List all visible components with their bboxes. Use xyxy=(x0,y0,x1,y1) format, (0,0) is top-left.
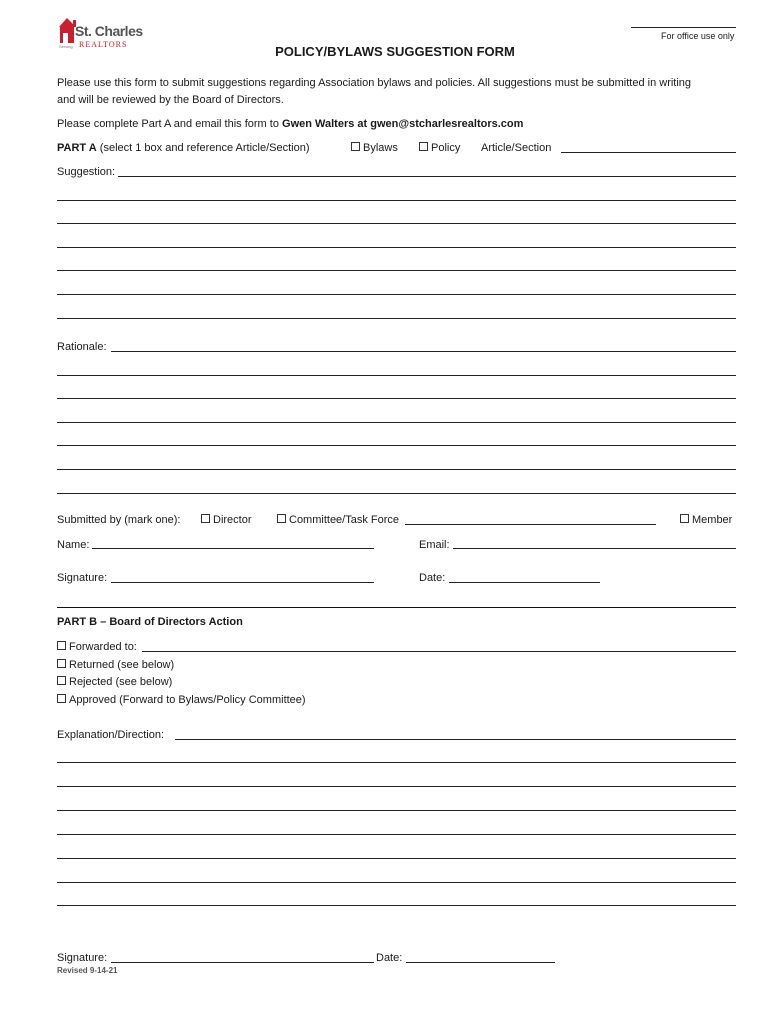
bylaws-checkbox-box[interactable] xyxy=(351,142,360,151)
explanation-field[interactable] xyxy=(175,739,736,740)
approved-checkbox-box[interactable] xyxy=(57,694,66,703)
suggestion-line[interactable] xyxy=(57,294,736,295)
submitted-by-label: Submitted by (mark one): xyxy=(57,514,181,526)
forwarded-checkbox[interactable] xyxy=(57,640,137,654)
explanation-line[interactable] xyxy=(57,834,736,835)
rationale-line[interactable] xyxy=(57,445,736,446)
returned-label: Returned (see below) xyxy=(69,659,175,671)
board-signature-field[interactable] xyxy=(111,962,374,963)
suggestion-label: Suggestion: xyxy=(57,166,116,178)
bylaws-label: Bylaws xyxy=(363,142,398,154)
suggestion-line[interactable] xyxy=(57,318,736,319)
date-label: Date: xyxy=(419,572,446,584)
revised-note: Revised 9-14-21 xyxy=(57,966,118,975)
name-label: Name: xyxy=(57,539,90,551)
suggestion-line[interactable] xyxy=(57,223,736,224)
rationale-label: Rationale: xyxy=(57,341,107,353)
suggestion-line[interactable] xyxy=(57,247,736,248)
policy-checkbox[interactable] xyxy=(419,141,460,155)
member-checkbox[interactable] xyxy=(680,513,732,527)
board-date-field[interactable] xyxy=(406,962,555,963)
committee-checkbox[interactable] xyxy=(277,513,399,527)
forwarded-checkbox-box[interactable] xyxy=(57,641,66,650)
bylaws-checkbox[interactable] xyxy=(351,141,398,155)
part-a-instruction: (select 1 box and reference Article/Section) xyxy=(96,142,310,154)
policy-checkbox-box[interactable] xyxy=(419,142,428,151)
office-use-label: For office use only xyxy=(661,31,735,41)
logo-text-main: St. Charles xyxy=(75,23,143,39)
logo-tagline: Serving xyxy=(59,44,73,49)
suggestion-field[interactable] xyxy=(118,176,736,177)
suggestion-line[interactable] xyxy=(57,270,736,271)
rationale-field[interactable] xyxy=(111,351,736,352)
signature-label: Signature: xyxy=(57,572,108,584)
office-use-line[interactable] xyxy=(631,27,736,28)
rejected-label: Rejected (see below) xyxy=(69,676,173,688)
email-instruction xyxy=(57,117,523,131)
signature-field[interactable] xyxy=(111,582,374,583)
committee-checkbox-box[interactable] xyxy=(277,514,286,523)
returned-checkbox-box[interactable] xyxy=(57,659,66,668)
explanation-line[interactable] xyxy=(57,905,736,906)
committee-name-field[interactable] xyxy=(405,524,656,525)
date-field[interactable] xyxy=(449,582,600,583)
intro-line-2: and will be reviewed by the Board of Directors. xyxy=(57,94,284,106)
email-instruction-text: Please complete Part A and email this form to xyxy=(57,118,283,130)
explanation-line[interactable] xyxy=(57,882,736,883)
logo-text-sub: REALTORS xyxy=(79,40,128,49)
board-date-label: Date: xyxy=(376,952,403,964)
suggestion-line[interactable] xyxy=(57,200,736,201)
part-a-label xyxy=(57,141,310,155)
explanation-line[interactable] xyxy=(57,786,736,787)
explanation-line[interactable] xyxy=(57,762,736,763)
rationale-line[interactable] xyxy=(57,469,736,470)
approved-checkbox[interactable] xyxy=(57,693,306,707)
rationale-line[interactable] xyxy=(57,422,736,423)
forwarded-label: Forwarded to: xyxy=(69,641,137,653)
intro-line-1: Please use this form to submit suggestions regarding Association bylaws and policies. All suggestions must be submitted in writing xyxy=(57,77,692,89)
rationale-line[interactable] xyxy=(57,398,736,399)
article-section-field[interactable] xyxy=(561,152,736,153)
director-checkbox[interactable] xyxy=(201,513,252,527)
member-label: Member xyxy=(692,514,733,526)
board-signature-label: Signature: xyxy=(57,952,108,964)
email-label: Email: xyxy=(419,539,450,551)
director-label: Director xyxy=(213,514,252,526)
explanation-line[interactable] xyxy=(57,810,736,811)
part-b-title: PART B – Board of Directors Action xyxy=(57,616,243,628)
name-field[interactable] xyxy=(92,548,374,549)
rejected-checkbox[interactable] xyxy=(57,675,172,689)
director-checkbox-box[interactable] xyxy=(201,514,210,523)
committee-label: Committee/Task Force xyxy=(289,514,400,526)
section-divider xyxy=(57,607,736,608)
article-section-label: Article/Section xyxy=(481,142,552,154)
approved-label: Approved (Forward to Bylaws/Policy Committee) xyxy=(69,694,306,706)
member-checkbox-box[interactable] xyxy=(680,514,689,523)
explanation-label: Explanation/Direction: xyxy=(57,729,165,741)
rationale-line[interactable] xyxy=(57,375,736,376)
email-contact[interactable]: Gwen Walters at gwen@stcharlesrealtors.com xyxy=(282,118,524,130)
rationale-line[interactable] xyxy=(57,493,736,494)
part-a-title: PART A xyxy=(57,142,97,154)
explanation-line[interactable] xyxy=(57,858,736,859)
page-title: POLICY/BYLAWS SUGGESTION FORM xyxy=(275,44,515,59)
returned-checkbox[interactable] xyxy=(57,658,174,672)
email-field[interactable] xyxy=(453,548,736,549)
policy-label: Policy xyxy=(431,142,461,154)
forwarded-to-field[interactable] xyxy=(142,651,736,652)
rejected-checkbox-box[interactable] xyxy=(57,676,66,685)
